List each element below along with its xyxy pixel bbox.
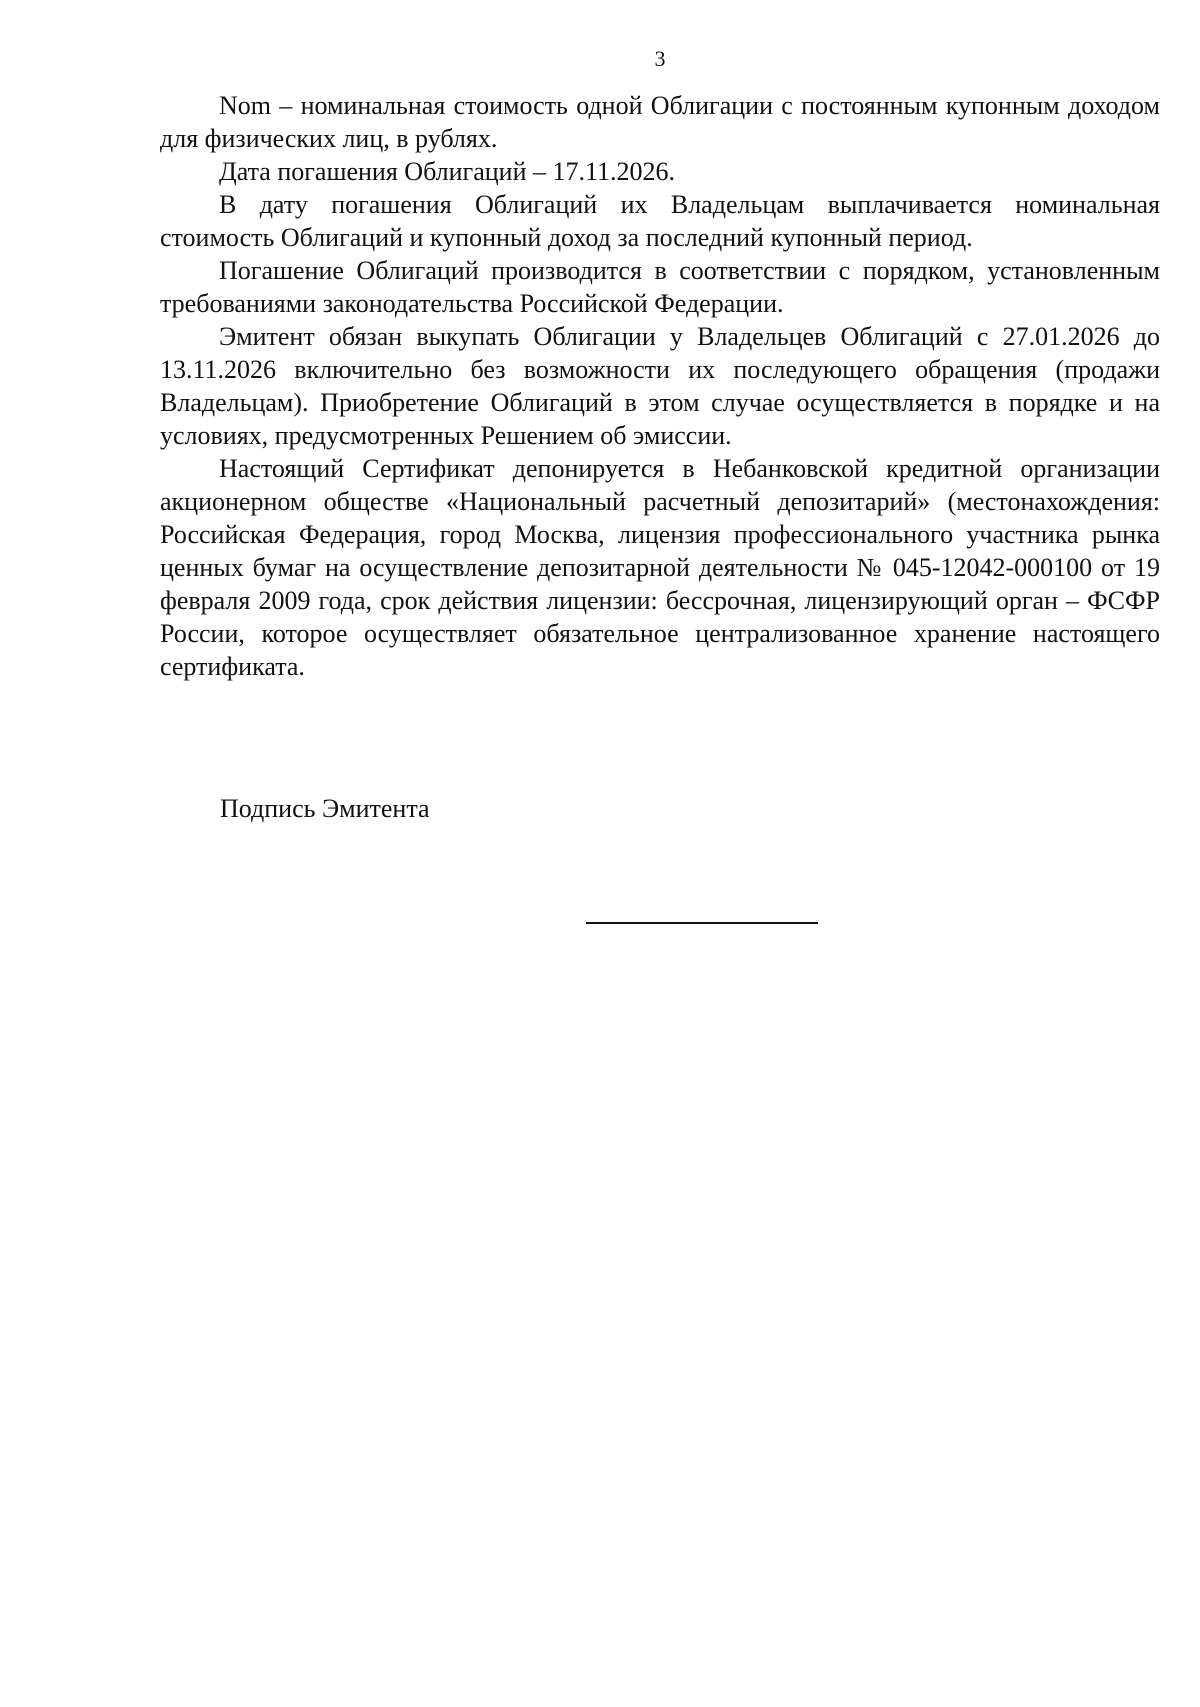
paragraph-maturity-date: Дата погашения Облигаций – 17.11.2026.	[219, 157, 676, 186]
paragraph-nominal-value: Nom – номинальная стоимость одной Облигации с постоянным купонным доходом для физических лиц, в рублях.	[160, 91, 1160, 153]
paragraph-buyback-obligation: Эмитент обязан выкупать Облигации у Владельцев Облигаций с 27.01.2026 до 13.11.2026 включительно без возможности их последующего обращения (продажи Владельцам). Приобретение Облигаций в этом случае осуществляется в порядке и на условиях, предусмотренных Решением об эмиссии.	[160, 322, 1160, 450]
signature-line	[586, 922, 818, 924]
signature-label: Подпись Эмитента	[220, 794, 430, 823]
document-body	[160, 89, 1160, 683]
paragraph-maturity-payment: В дату погашения Облигаций их Владельцам выплачивается номинальная стоимость Облигаций и купонный доход за последний купонный период.	[160, 190, 1160, 252]
page-number: 3	[654, 46, 666, 71]
paragraph-redemption-order: Погашение Облигаций производится в соответствии с порядком, установленным требованиями законодательства Российской Федерации.	[160, 256, 1160, 318]
paragraph-depository: Настоящий Сертификат депонируется в Небанковской кредитной организации акционерном обществе «Национальный расчетный депозитарий» (местонахождения: Российская Федерация, город Москва, лицензия профессионального участника рынка ценных бумаг на осуществление депозитарной деятельности № 045-12042-000100 от 19 февраля 2009 года, срок действия лицензии: бессрочная, лицензирующий орган – ФСФР России, которое осуществляет обязательное централизованное хранение настоящего сертификата.	[160, 454, 1160, 681]
